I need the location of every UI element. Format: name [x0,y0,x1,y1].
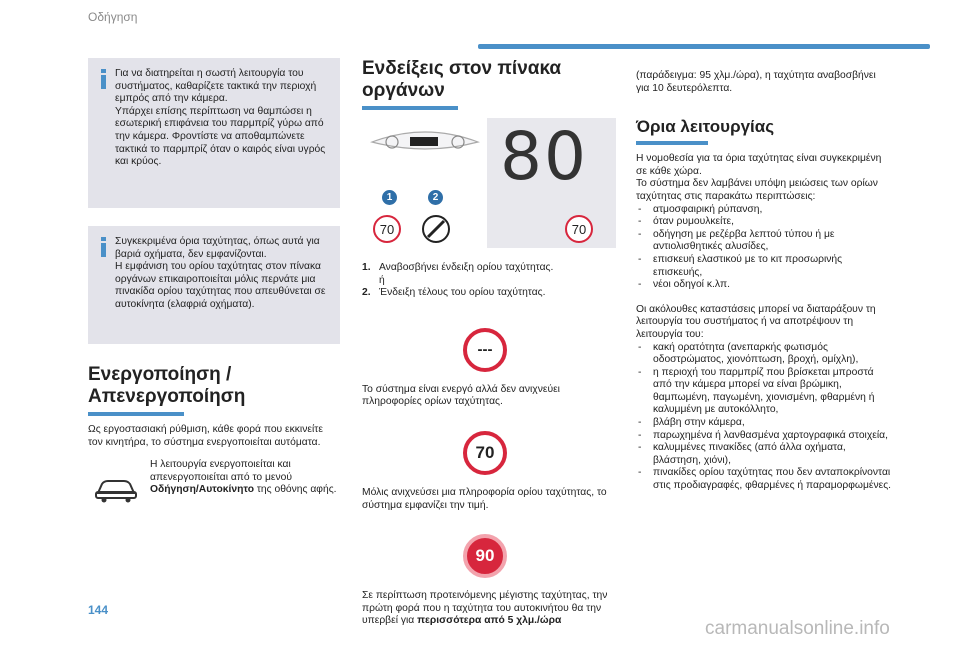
end-limit-icon [424,217,448,241]
cases-list [636,204,892,292]
list-item: - βλάβη στην κάμερα, [636,417,892,430]
limits-paragraph: Η νομοθεσία για τα όρια ταχύτητας είναι συγκεκριμένη σε κάθε χώρα. Το σύστημα δεν λαμβάνει υπόψη μειώσεις των ορίων ταχύτητας στις παρακάτω περιπτώσεις: [636,153,882,202]
callout-badge-1: 1 [382,190,397,205]
list-item: - ατμοσφαιρική ρύπανση, [636,204,892,217]
instrument-display [362,118,616,248]
sign-90-description [362,590,618,628]
callout-badge-2: 2 [428,190,443,205]
sign-90-bold-part: περισσότερα από 5 χλμ./ώρα [417,615,562,627]
page-number: 144 [88,603,109,617]
activation-heading: Ενεργοποίηση / Απενεργοποίηση [88,364,246,407]
speed-limit-sign-small-right: 70 [565,215,593,243]
heading-underline [88,412,184,416]
note-cleaning-text: Για να διατηρείται η σωστή λειτουργία του συστήματος, καθαρίζετε τακτικά την περιοχή εμπρός από την κάμερα. Υπάρχει επίσης περίπτωση να θαμπώσει η εσωτερική επιφάνεια του παρμπρίζ γύρω από την κάμερα. Φροντίστε να αποθαμπώνετε τακτικά το παρμπρίζ όταν ο καιρός είναι υγρός και κρύος. [115,68,326,168]
item-text: Ένδειξη τέλους του ορίου ταχύτητας. [379,287,546,299]
sign-70-description: Μόλις ανιχνεύσει μια πληροφορία ορίου ταχύτητας, το σύστημα εμφανίζει την τιμή. [362,486,607,511]
item-text: Αναβοσβήνει ένδειξη ορίου ταχύτητας. ή [379,262,554,286]
list-item [362,262,618,287]
list-item: - επισκευή ελαστικού με το κιτ προσωρινής επισκευής, [636,254,892,279]
cluster-icon [370,128,480,154]
list-item: - κακή ορατότητα (ανεπαρκής φωτισμός οδοστρώματος, χιονόπτωση, βροχή, ομίχλη), [636,342,892,367]
info-note [88,226,340,344]
big-speed-readout: 80 [500,118,588,195]
list-item: - νέοι οδηγοί κ.λπ. [636,279,892,292]
speed-sign-70: 70 [463,431,507,475]
heading-underline [362,106,458,110]
list-item: - όταν ρυμουλκείτε, [636,216,892,229]
list-item: - οδήγηση με ρεζέρβα λεπτού τύπου ή με αντιολισθητικές αλυσίδες, [636,229,892,254]
car-menu-text [150,459,340,503]
continued-text: (παράδειγμα: 95 χλμ./ώρα), η ταχύτητα αναβοσβήνει για 10 δευτερόλεπτα. [636,70,876,94]
disturbances-paragraph: Οι ακόλουθες καταστάσεις μπορεί να διαταράξουν τη λειτουργία του συστήματος ή να αποτρέψουν τη λειτουργία του: [636,303,876,340]
list-item: - πινακίδες ορίου ταχύτητας που δεν ανταποκρίνονται στις προδιαγραφές, φθαρμένες ή παραμορφωμένες. [636,467,892,492]
speed-limit-sign-small-left: 70 [373,215,401,243]
item-number: 1. [362,262,371,273]
list-item: - παρωχημένα ή λανθασμένα χαρτογραφικά στοιχεία, [636,430,892,443]
list-item [362,287,618,300]
car-text-part: της οθόνης αφής. [254,484,337,496]
item-number: 2. [362,287,371,299]
speed-sign-dashes: --- [463,328,507,372]
disturbances-list [636,342,892,493]
activation-paragraph: Ως εργοστασιακή ρύθμιση, κάθε φορά που εκκινείτε τον κινητήρα, το σύστημα ενεργοποιείται αυτόματα. [88,424,323,448]
column-middle [362,58,618,628]
end-of-limit-sign [422,215,450,243]
column-left [88,58,340,503]
watermark: carmanualsonline.info [705,618,890,639]
car-text-part: Η λειτουργία ενεργοποιείται και απενεργοποιείται από το μενού [150,459,293,483]
list-item: - η περιοχή του παρμπρίζ που βρίσκεται μπροστά από την κάμερα μπορεί να είναι βρώμικη, θαμπωμένη, παγωμένη, χιονισμένη, φθαρμένη ή καλυμμένη με αυτοκόλλητο, [636,367,892,417]
info-icon [97,237,111,257]
header-rule [478,44,930,49]
indications-heading: Ενδείξεις στον πίνακα οργάνων [362,58,562,101]
info-icon [97,69,111,89]
info-note [88,58,340,208]
sign-90-text-part: Σε περίπτωση προτεινόμενης μέγιστης ταχύτητας, την πρώτη φορά που η ταχύτητα του αυτοκινήτου θα την υπερβεί για [362,590,608,627]
dash-description: Το σύστημα είναι ενεργό αλλά δεν ανιχνεύει πληροφορίες ορίων ταχύτητας. [362,383,560,408]
column-right [636,70,892,493]
speed-sign-90-recommended: 90 [463,534,507,578]
section-header: Οδήγηση [88,10,138,24]
menu-path: Οδήγηση/Αυτοκίνητο [150,484,254,496]
car-settings-icon [92,473,140,503]
heading-underline [636,141,708,145]
limits-heading: Όρια λειτουργίας [636,117,775,137]
list-item: - καλυμμένες πινακίδες (από άλλα οχήματα, βλάστηση, χιόνι), [636,442,892,467]
numbered-list [362,262,618,300]
note-limits-text: Συγκεκριμένα όρια ταχύτητας, όπως αυτά για βαριά οχήματα, δεν εμφανίζονται. Η εμφάνιση του ορίου ταχύτητας στον πίνακα οργάνων επικαιροποιείται μόλις περνάτε μια πινακίδα ορίου ταχύτητας που απευθύνεται σε αυτοκίνητα (ελαφριά οχήματα). [115,236,326,310]
